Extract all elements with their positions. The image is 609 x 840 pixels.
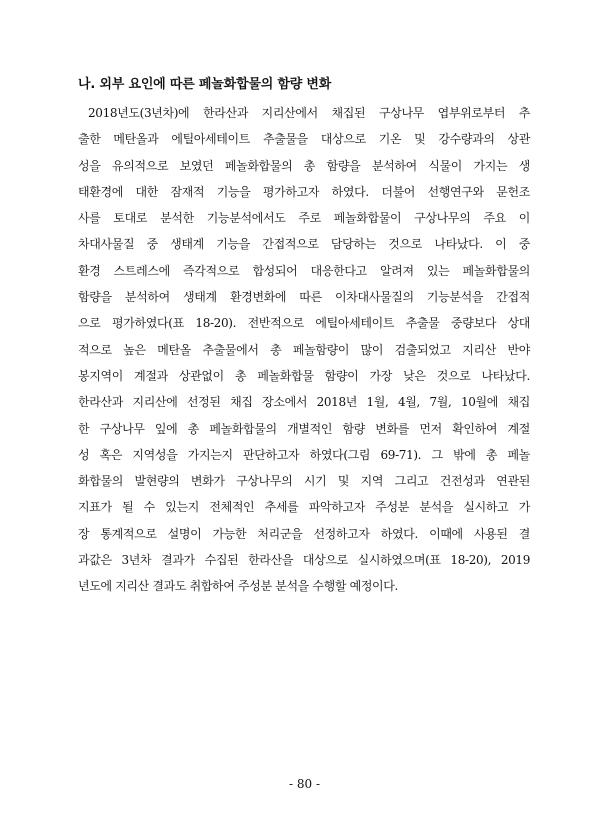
paragraph-line: 사를 토대로 분석한 기능분석에서도 주로 페놀화합물이 구상나무의 주요 이 bbox=[78, 211, 530, 226]
section-heading: 나. 외부 요인에 따른 페놀화합물의 함량 변화 bbox=[78, 77, 332, 92]
paragraph-line: 성을 유의적으로 보였던 페놀화합물의 총 함량을 분석하여 식물이 가지는 생 bbox=[78, 158, 530, 173]
paragraph-line: 환경 스트레스에 즉각적으로 합성되어 대응한다고 알려져 있는 페놀화합물의 bbox=[78, 263, 530, 278]
paragraph-line: 차대사물질 중 생태계 기능을 간접적으로 담당하는 것으로 나타났다. 이 중 bbox=[78, 237, 530, 252]
paragraph-line: 봉지역이 계절과 상관없이 총 페놀화합물 함량이 가장 낮은 것으로 나타났다. bbox=[78, 368, 530, 383]
paragraph-line: 함량을 분석하여 생태계 환경변화에 따른 이차대사물질의 기능분석을 간접적 bbox=[78, 290, 530, 305]
paragraph-line: 장 통계적으로 설명이 가능한 처리군을 선정하고자 하였다. 이때에 사용된 결 bbox=[78, 526, 530, 541]
body-paragraph bbox=[78, 100, 530, 600]
page-number: - 80 - bbox=[288, 777, 320, 791]
paragraph-line: 출한 메탄올과 에틸아세테이트 추출물을 대상으로 기온 및 강수량과의 상관 bbox=[78, 132, 530, 147]
paragraph-line: 성 혹은 지역성을 가지는지 판단하고자 하였다(그림 69-71). 그 밖에 총 페놀 bbox=[78, 447, 530, 462]
paragraph-line: 2018년도(3년차)에 한라산과 지리산에서 채집된 구상나무 엽부위로부터 추 bbox=[88, 106, 530, 120]
paragraph-line: 과값은 3년차 결과가 수집된 한라산을 대상으로 실시하였으며(표 18-20), 2019 bbox=[78, 553, 530, 568]
paragraph-line: 한라산과 지리산에 선정된 채집 장소에서 2018년 1월, 4월, 7월, 10월에 채집 bbox=[78, 395, 530, 410]
paragraph-line: 화합물의 발현량의 변화가 구상나무의 시기 및 지역 그리고 건전성과 연관된 bbox=[78, 474, 530, 489]
paragraph-line: 한 구상나무 잎에 총 페놀화합물의 개별적인 함량 변화를 먼저 확인하여 계절 bbox=[78, 421, 530, 436]
paragraph-line: 태환경에 대한 잠재적 기능을 평가하고자 하였다. 더불어 선행연구와 문헌조 bbox=[78, 184, 530, 199]
paragraph-line: 으로 평가하였다(표 18-20). 전반적으로 에틸아세테이트 추출물 중량보다 상대 bbox=[78, 316, 530, 331]
paragraph-line: 년도에 지리산 결과도 취합하여 주성분 분석을 수행할 예정이다. bbox=[78, 579, 399, 594]
paragraph-line: 지표가 될 수 있는지 전체적인 추세를 파악하고자 주성분 분석을 실시하고 가 bbox=[78, 500, 530, 515]
paragraph-line: 적으로 높은 메탄올 추출물에서 총 페놀함량이 많이 검출되었고 지리산 반야 bbox=[78, 342, 530, 357]
